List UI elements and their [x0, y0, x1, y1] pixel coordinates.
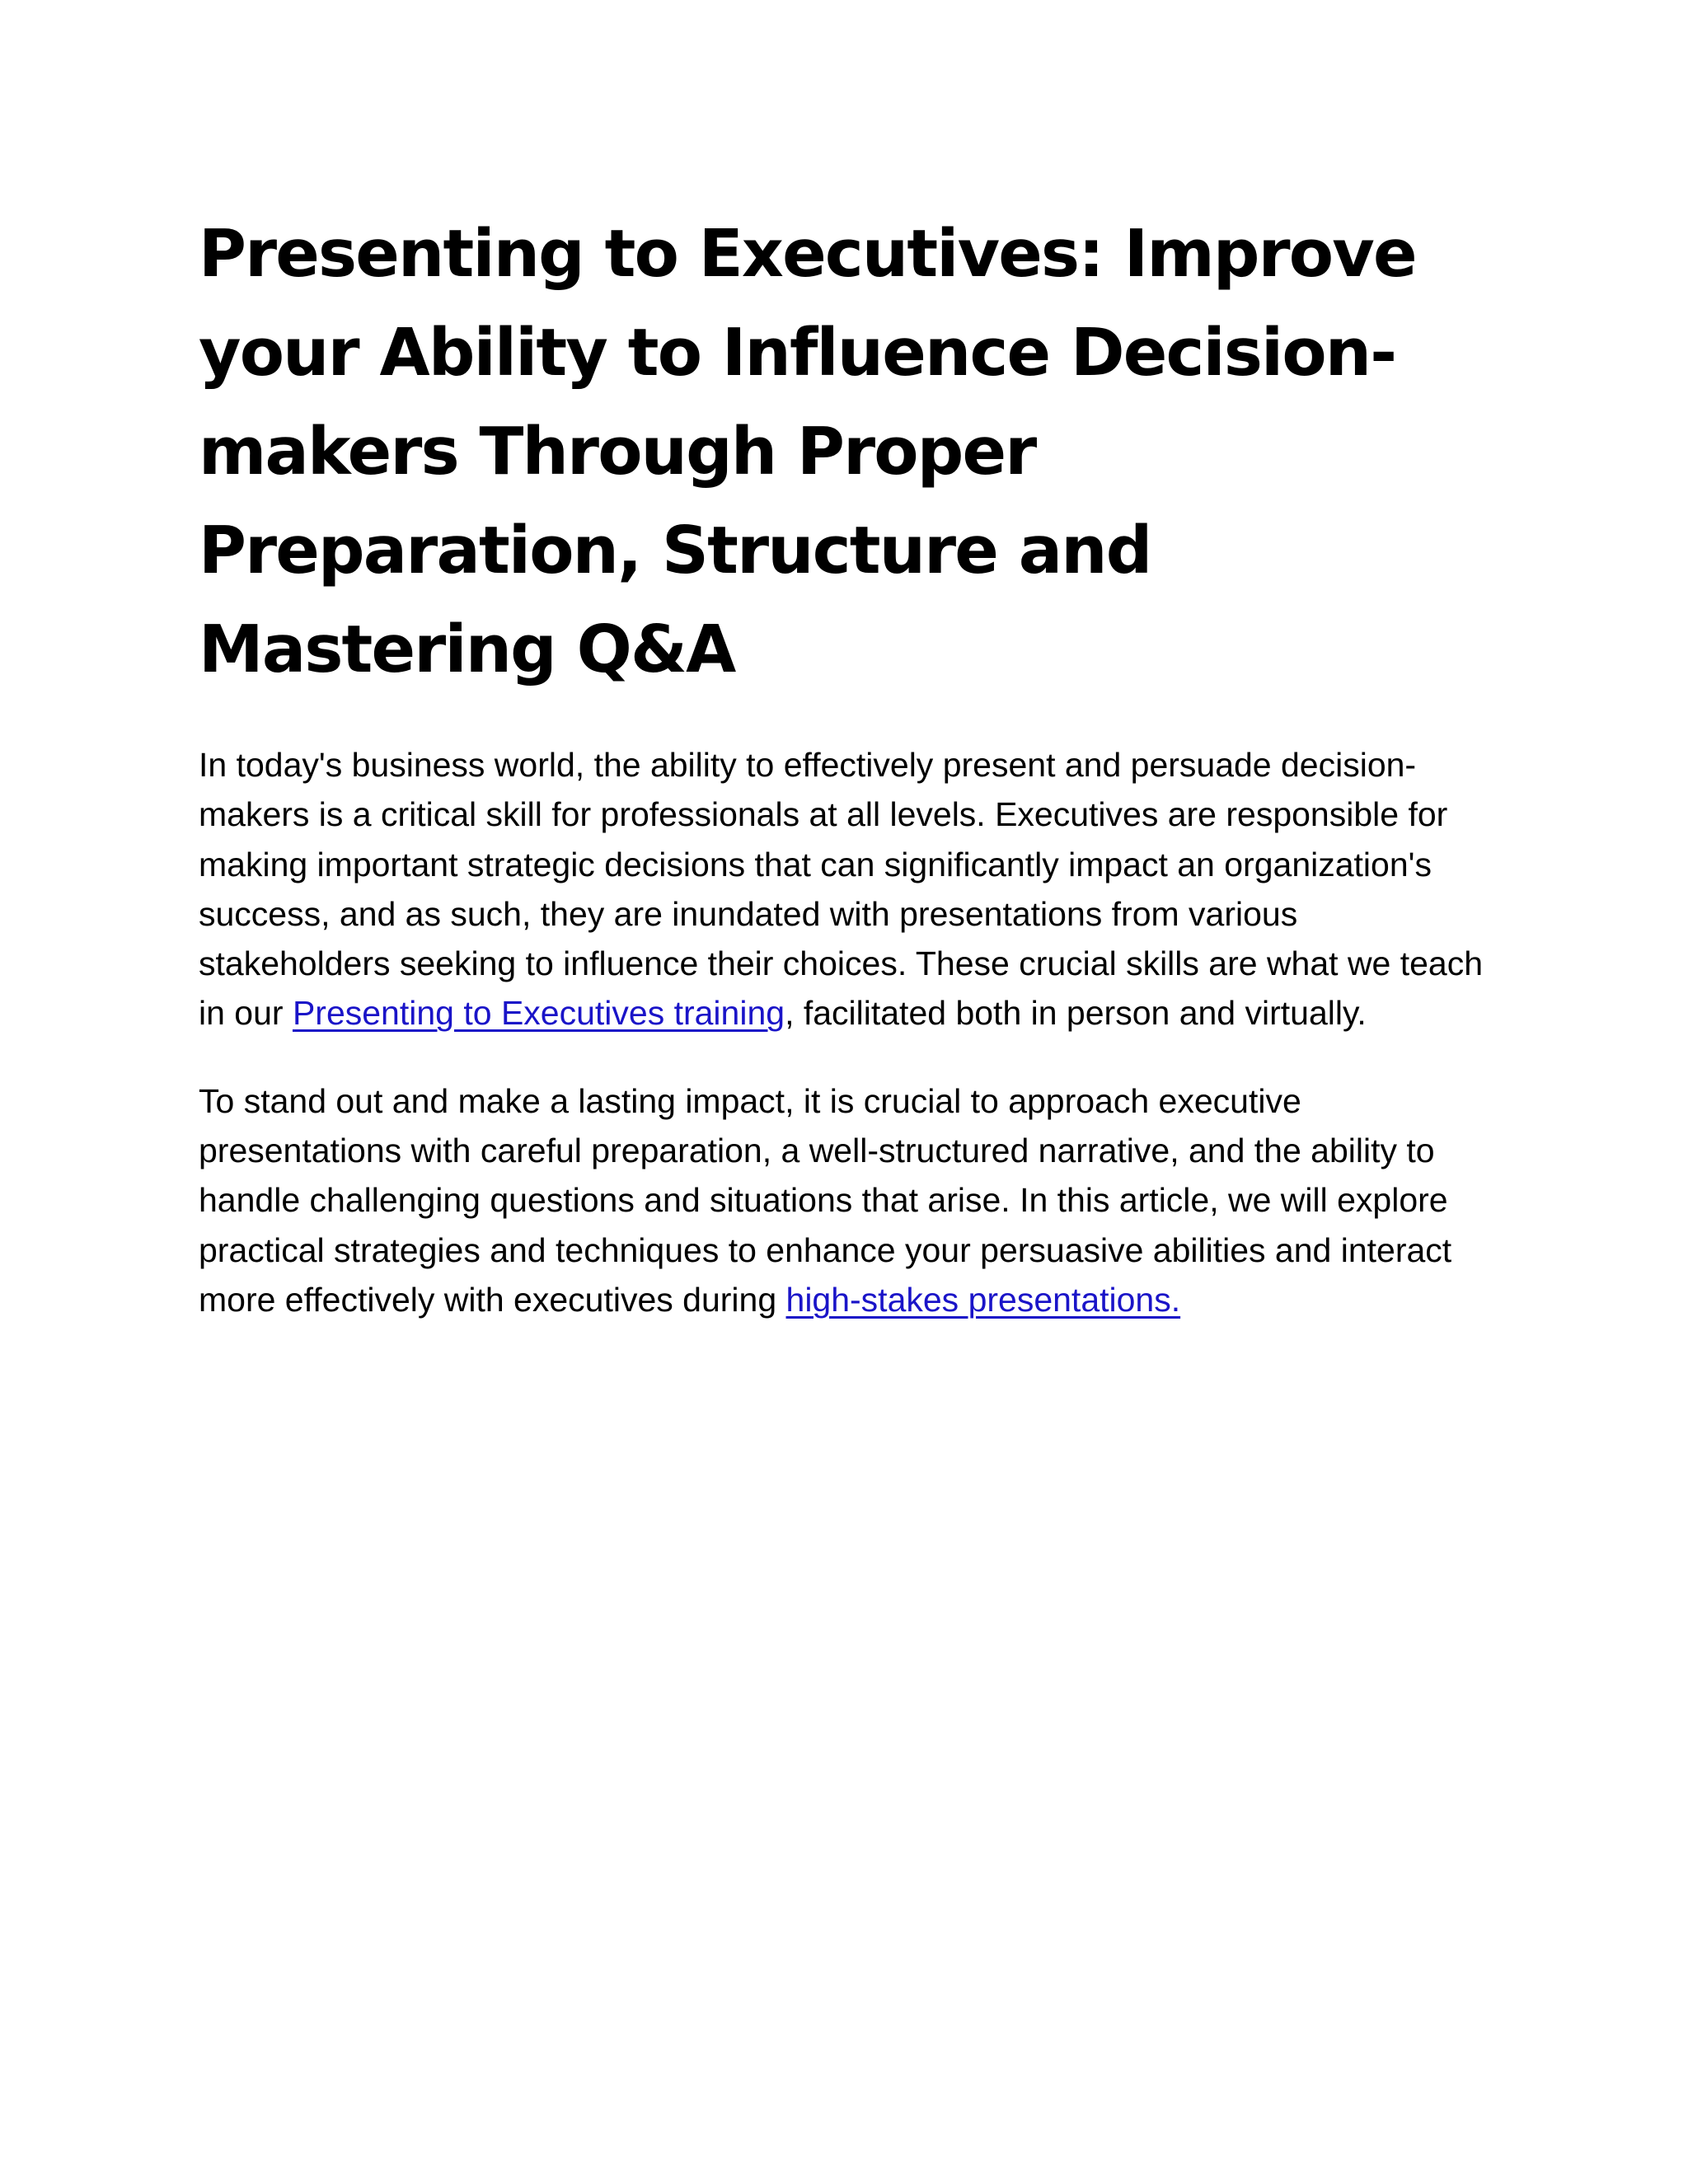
high-stakes-presentations-link[interactable]: high-stakes presentations.	[785, 1280, 1181, 1319]
intro-paragraph-text-before-link: In today's business world, the ability to effectively present and persuade decision-makers is a critical skill for professionals at all levels. Executives are responsible for making important strategic decisions that can significantly impact an organization's success, and as such, they are inundated with presentations from various stakeholders seeking to influence their choices. These crucial skills are what we teach in our	[199, 746, 1484, 1033]
intro-paragraph-text-after-link: , facilitated both in person and virtually.	[785, 994, 1367, 1033]
presenting-to-executives-training-link[interactable]: Presenting to Executives training	[292, 994, 785, 1033]
second-paragraph-text-before-link: To stand out and make a lasting impact, it is crucial to approach executive presentations with careful preparation, a well-structured narrative, and the ability to handle challenging questions and situations that arise. In this article, we will explore practical strategies and techniques to enhance your persuasive abilities and interact more effectively with executives during	[199, 1081, 1452, 1319]
article-content	[199, 204, 1493, 1324]
second-paragraph	[199, 1076, 1493, 1324]
article-title: Presenting to Executives: Improve your Ability to Influence Decision-makers Through Proper Preparation, Structure and Mastering Q&A	[199, 216, 1416, 687]
intro-paragraph	[199, 740, 1493, 1038]
